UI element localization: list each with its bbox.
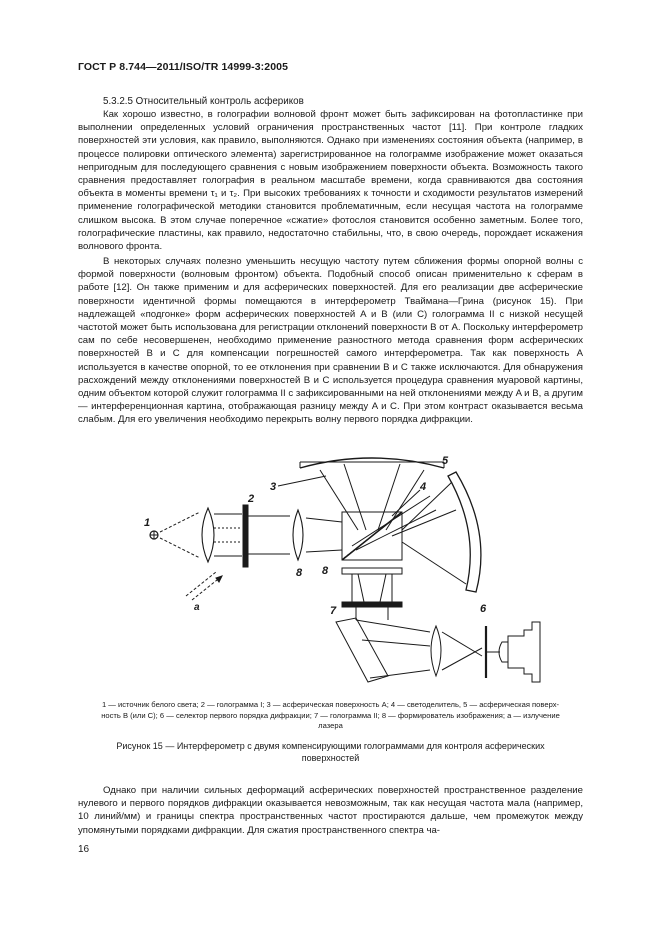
camera-body [508,622,540,682]
white-light-source [150,531,158,539]
camera-lens [499,642,508,662]
label-2: 2 [248,493,255,505]
hologram-2 [342,602,402,607]
page-number: 16 [78,844,90,855]
label-6: 6 [480,603,487,615]
label-3: 3 [270,481,277,493]
legend-line-1: 1 — источник белого света; 2 — голограмма I; 3 — асферическая поверхность A; 4 — светоделитель, 5 — асферическая поверх- [101,700,560,709]
caption-line-1: Рисунок 15 — Интерферометр с двумя компенсирующими голограммами для контроля асферических [116,741,545,751]
hologram-1 [243,505,248,567]
legend-line-3: лазера [318,721,343,731]
label-8-lower: 8 [322,565,329,577]
label-4: 4 [420,481,427,493]
aspheric-surface-a [300,458,444,468]
figure-legend [78,700,583,732]
collimating-lens [202,508,214,562]
image-former-slab [342,568,402,574]
legend-line-2: ность B (или C); 6 — селектор первого порядка дифракции; 7 — голограмма II; 8 — формирователь изображения; а — излучение [101,710,560,720]
paragraph-2: В некоторых случаях полезно уменьшить несущую частоту путем сближения формы опорной волны с формой поверхности (волновым фронтом) объекта. Подобный способ описан применительно к сферам в работе [12]. Он также применим и для асферических поверхностей. Для его реализации две асферические поверхности идентичной формы помещаются в интерферометр Тваймана—Грина (рисунок 15). При надлежащей «подгонке» форм асферических поверхностей A и B (или C) голограмма II с низкой несущей частотой может быть использована для регистрации отклонений поверхности B от A. Поскольку интерферометр сам по себе несовершенен, необходимо применение разностного метода сравнения форм асферических поверхностей B и C для компенсации погрешностей самого интерферометра. Так как поверхность A используется в качестве опорной, то ее отклонения при сравнении B и C также исключаются. Для обнаружения расхождений между отклонениями поверхностей B и C используется процедура сравнения муаровой картины, одним объектом которой служит голограмма II с зафиксированными на ней отклонениями между A и B, а другим — интерференционная картина, отображающая разницу между A и C. При этом контраст оказывается весьма слабым. Для его увеличения необходимо перекрыть волну первого порядка дифракции. [78,256,583,426]
document-header: ГОСТ Р 8.744—2011/ISO/TR 14999-3:2005 [78,61,289,73]
lower-lens [431,626,441,676]
section-title: 5.3.2.5 Относительный контроль асфериков [103,96,304,107]
caption-line-2: поверхностей [301,753,360,763]
label-5: 5 [442,455,449,467]
label-8-upper: 8 [296,567,303,579]
label-7: 7 [330,605,337,617]
image-former-lens [293,510,303,560]
aspheric-surface-b [448,472,481,592]
paragraph-3: Однако при наличии сильных деформаций асферических поверхностей пространственное разделение нулевого и первого порядков дифракции оказывается невозможным, так как несущая частота мала (например, 10 линий/мм) и границы спектра пространственных частот простираются дальше, чем промежуток между упомянутыми порядками дифракции. Для сжатия пространственного спектра ча- [78,785,583,836]
paragraph-1: Как хорошо известно, в голографии волновой фронт может быть зафиксирован на фотопластинке при выполнении определенных условий ограничения пространственных частот [11]. При контроле гладких поверхностей эти условия, как правило, выполняются. Однако при изменениях состояния объекта (например, в процессе полировки оптического элемента) зарегистрированное на голограмме изображение может оказаться непригодным для последующего сравнения с новым изображением поверхности объекта. Возможность такого сравнения предоставляет голография в реальном масштабе времени, когда сравниваются два состояния объекта в моменты времени τ₁ и τ₂. При высоких требованиях к точности и сходимости результатов измерений применение голографической методики становится проблематичным, если несущая частота на голограмме слишком высока. В этом случае поперечное «сжатие» фотослоя становится особенно заметным. Более того, голографические пластины, как правило, недостаточно стабильны, что, в свою очередь, порождает искажения волнового фронта. [78,109,583,253]
prism [336,618,388,682]
figure-caption [78,740,583,764]
label-1: 1 [144,517,151,529]
label-a: а [194,602,200,613]
figure-15-diagram [130,450,550,690]
